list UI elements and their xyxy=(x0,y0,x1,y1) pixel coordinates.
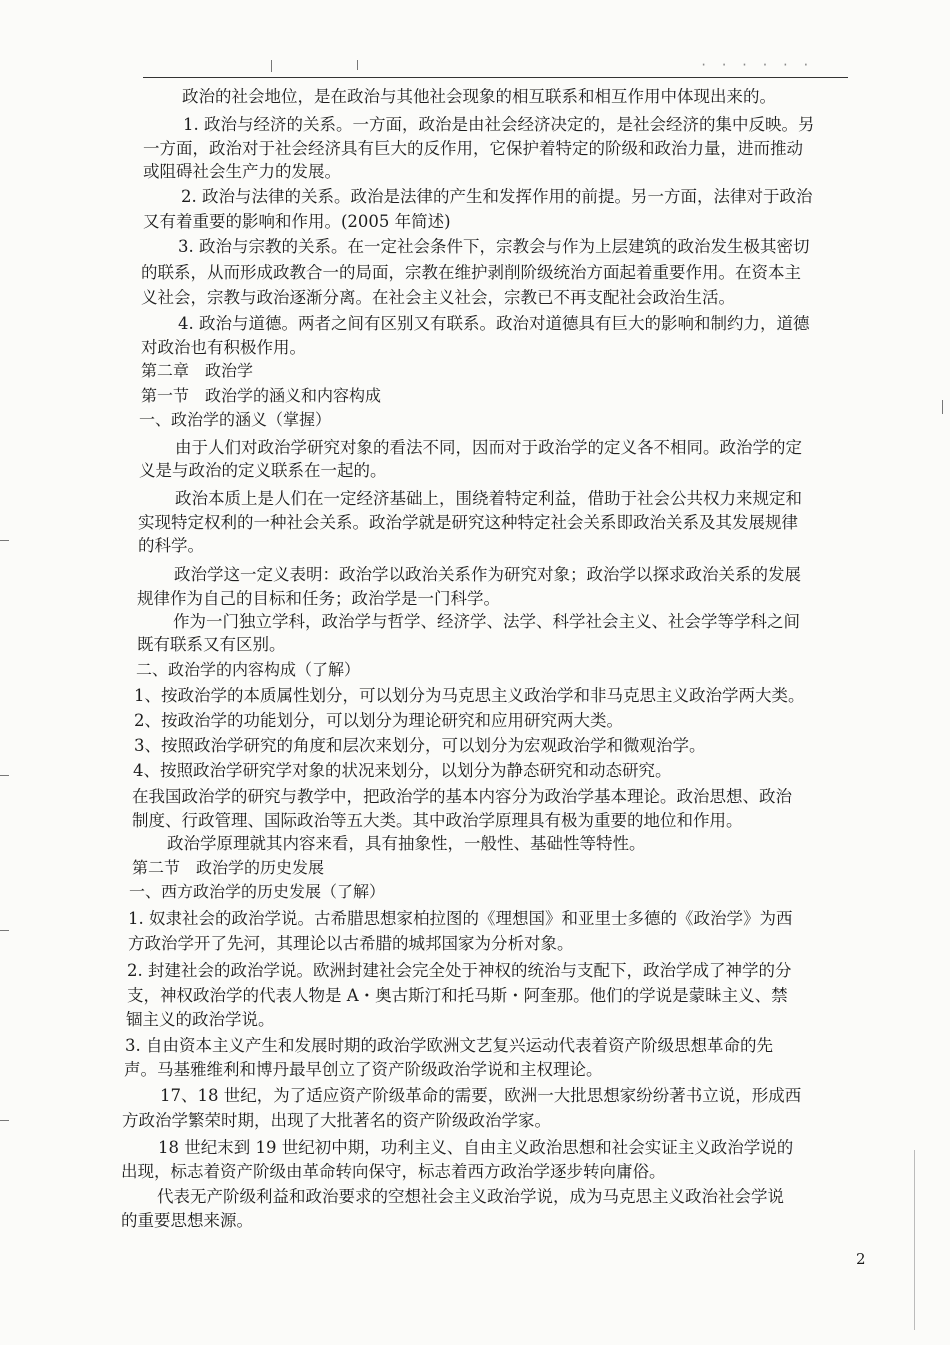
subsection-heading: 一、政治学的涵义（掌握） xyxy=(139,410,332,429)
list-item: 1. 奴隶社会的政治学说。古希腊思想家柏拉图的《理想国》和亚里士多德的《政治学》为西 xyxy=(128,909,793,928)
paragraph-line: 作为一门独立学科，政治学与哲学、经济学、法学、科学社会主义、社会学等学科之间 xyxy=(173,612,800,631)
scan-mark xyxy=(0,1120,9,1121)
paragraph-line: 或阻碍社会生产力的发展。 xyxy=(143,162,341,181)
chapter-heading: 第二章 政治学 xyxy=(141,361,254,380)
list-item: 1、按政治学的本质属性划分，可以划分为马克思主义政治学和非马克思主义政治学两大类。 xyxy=(134,686,805,705)
paragraph-line: 锢主义的政治学说。 xyxy=(126,1010,275,1029)
list-item: 3. 自由资本主义产生和发展时期的政治学欧洲文艺复兴运动代表着资产阶级思想革命的先 xyxy=(125,1036,773,1055)
paragraph-line: 政治学原理就其内容来看，具有抽象性，一般性、基础性等特性。 xyxy=(167,834,646,853)
paragraph-line: 声。马基雅维利和博丹最早创立了资产阶级政治学说和主权理论。 xyxy=(124,1060,603,1079)
paragraph-line: 出现，标志着资产阶级由革命转向保守，标志着西方政治学逐步转向庸俗。 xyxy=(121,1162,666,1181)
scan-mark xyxy=(0,775,9,776)
list-item: 2、按政治学的功能划分，可以划分为理论研究和应用研究两大类。 xyxy=(134,711,623,730)
paragraph-line: 既有联系又有区别。 xyxy=(137,635,286,654)
paragraph-line: 政治本质上是人们在一定经济基础上，围绕着特定利益，借助于社会公共权力来规定和 xyxy=(175,489,802,508)
scan-mark xyxy=(357,60,358,70)
page-number: 2 xyxy=(856,1250,866,1268)
paragraph-line: 政治的社会地位，是在政治与其他社会现象的相互联系和相互作用中体现出来的。 xyxy=(182,87,776,106)
list-item: 2. 封建社会的政治学说。欧洲封建社会完全处于神权的统治与支配下，政治学成了神学的分 xyxy=(127,961,792,980)
list-item: 3、按照政治学研究的角度和层次来划分，可以划分为宏观政治学和微观治学。 xyxy=(134,736,706,755)
paragraph-line: 对政治也有积极作用。 xyxy=(141,338,306,357)
paragraph-line: 18 世纪末到 19 世纪初中期，功利主义、自由主义政治思想和社会实证主义政治学说的 xyxy=(158,1138,794,1157)
subsection-heading: 一、西方政治学的历史发展（了解） xyxy=(129,882,386,901)
paragraph-line: 制度、行政管理、国际政治等五大类。其中政治学原理具有极为重要的地位和作用。 xyxy=(132,811,743,830)
paragraph-line: 17、18 世纪，为了适应资产阶级革命的需要，欧洲一大批思想家纷纷著书立说，形成西 xyxy=(160,1086,802,1105)
paragraph-line: 实现特定权利的一种社会关系。政治学就是研究这种特定社会关系即政治关系及其发展规律 xyxy=(138,513,798,532)
subsection-heading: 二、政治学的内容构成（了解） xyxy=(136,660,361,679)
section-heading: 第二节 政治学的历史发展 xyxy=(132,858,325,877)
paragraph-line: 一方面，政治对于社会经济具有巨大的反作用，它保护着特定的阶级和政治力量，进而推动 xyxy=(143,139,803,158)
paragraph-line: 又有着重要的影响和作用。(2005 年简述) xyxy=(143,212,451,231)
paragraph-line: 规律作为自己的目标和任务；政治学是一门科学。 xyxy=(137,589,500,608)
paragraph-line: 3. 政治与宗教的关系。在一定社会条件下，宗教会与作为上层建筑的政治发生极其密切 xyxy=(178,237,810,256)
header-rule xyxy=(143,77,848,78)
header-scan-marks: · · · · · · xyxy=(700,58,813,72)
paragraph-line: 2. 政治与法律的关系。政治是法律的产生和发挥作用的前提。另一方面，法律对于政治 xyxy=(181,187,813,206)
scan-mark xyxy=(0,930,9,931)
paragraph-line: 4. 政治与道德。两者之间有区别又有联系。政治对道德具有巨大的影响和制约力，道德 xyxy=(178,314,810,333)
scan-mark xyxy=(271,60,272,72)
paragraph-line: 方政治学繁荣时期，出现了大批著名的资产阶级政治学家。 xyxy=(122,1111,551,1130)
paragraph-line: 义是与政治的定义联系在一起的。 xyxy=(139,461,387,480)
paragraph-line: 由于人们对政治学研究对象的看法不同，因而对于政治学的定义各不相同。政治学的定 xyxy=(175,438,802,457)
paragraph-line: 的重要思想来源。 xyxy=(121,1211,253,1230)
paragraph-line: 政治学这一定义表明：政治学以政治关系作为研究对象；政治学以探求政治关系的发展 xyxy=(174,565,801,584)
paragraph-line: 1. 政治与经济的关系。一方面，政治是由社会经济决定的，是社会经济的集中反映。另 xyxy=(183,115,815,134)
paragraph-line: 在我国政治学的研究与教学中，把政治学的基本内容分为政治学基本理论。政治思想、政治 xyxy=(132,787,792,806)
paragraph-line: 义社会，宗教与政治逐渐分离。在社会主义社会，宗教已不再支配社会政治生活。 xyxy=(141,288,735,307)
section-heading: 第一节 政治学的涵义和内容构成 xyxy=(141,386,382,405)
scan-edge xyxy=(914,1150,915,1330)
paragraph-line: 方政治学开了先河，其理论以古希腊的城邦国家为分析对象。 xyxy=(128,934,574,953)
scan-mark xyxy=(0,540,9,541)
paragraph-line: 的联系，从而形成政教合一的局面，宗教在维护剥削阶级统治方面起着重要作用。在资本主 xyxy=(141,263,801,282)
paragraph-line: 代表无产阶级利益和政治要求的空想社会主义政治学说，成为马克思主义政治社会学说 xyxy=(157,1187,784,1206)
scan-mark xyxy=(942,400,943,414)
list-item: 4、按照政治学研究学对象的状况来划分，以划分为静态研究和动态研究。 xyxy=(133,761,672,780)
paragraph-line: 支，神权政治学的代表人物是 A・奥古斯汀和托马斯・阿奎那。他们的学说是蒙昧主义、禁 xyxy=(127,986,788,1005)
paragraph-line: 的科学。 xyxy=(138,536,204,555)
